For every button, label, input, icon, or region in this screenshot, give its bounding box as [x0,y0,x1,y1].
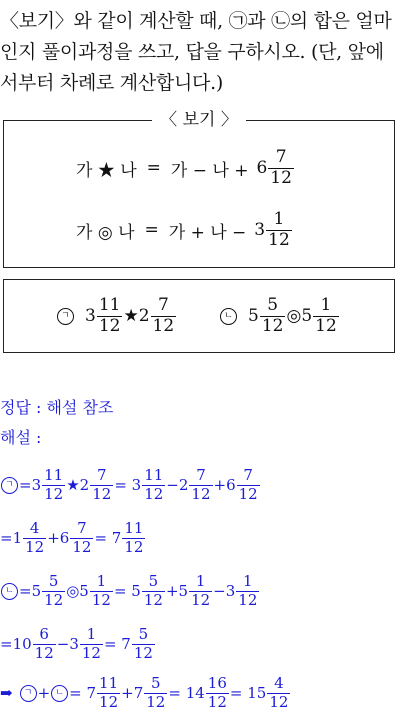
problem-a: ㄱ 3 $\frac{11}{12}$ ★ 2 $\frac{7}{12}$ [56,290,177,342]
circle-a-icon [20,685,37,702]
rule-star-eq: = [146,158,161,178]
circle-b-icon [220,308,237,325]
answer-label: 정답 : 해설 참조 [0,398,114,417]
rule-circle-eq: = [144,220,159,240]
arrow-icon: ➡ [0,684,13,702]
question-text: 〈보기〉와 같이 계산할 때, ㉠과 ㉡의 합은 얼마인지 풀이과정을 쓰고, 답을 구하시오. (단, 앞에서부터 차례로 계산합니다.) [0,10,392,94]
solution-line-5: ➡ ㄱ + ㄴ = 7 $\frac{11}{12}$ +7 $\frac{5}{12}$ = 14 $\frac{16}{12}$ = 15 $\frac{4}{12}$ [0,668,291,718]
rule-star-whole: 6 [256,158,268,178]
problem-box [3,279,395,353]
circle-b-icon [1,583,18,600]
rule-star-lhs: 가 ★ 나 [76,160,137,181]
rule-star [76,143,295,193]
circle-b-icon [51,685,68,702]
rule-circle-fraction: $\frac{1}{12}$ [268,208,290,250]
rule-circle-rhs: 가 + 나 − [168,222,247,243]
circle-a-icon [57,308,74,325]
rule-circle [76,205,293,255]
rule-star-rhs: 가 − 나 + [170,160,249,181]
circle-a-icon [1,477,18,494]
rule-circle-whole: 3 [254,220,266,240]
solution-label: 해설 : [0,428,42,447]
solution-line-3: ㄴ =5 $\frac{5}{12}$ ◎5 $\frac{1}{12}$ = 5 $\frac{5}{12}$ +5 $\frac{1}{12}$ −3 $\frac{1}{12}$ [0,566,260,616]
problem-b: ㄴ 5 $\frac{5}{12}$ ◎ 5 $\frac{1}{12}$ [219,290,340,342]
solution-line-2: =1 $\frac{4}{12}$ +6 $\frac{7}{12}$ = 7 $\frac{11}{12}$ [0,519,144,556]
rule-star-fraction: $\frac{7}{12}$ [270,146,292,188]
solution-line-4: =10 $\frac{6}{12}$ −3 $\frac{1}{12}$ = 7 $\frac{5}{12}$ [0,625,153,662]
rule-circle-lhs: 가 ◎ 나 [76,222,135,243]
example-box [3,110,395,268]
solution-line-1: ㄱ =3 $\frac{11}{12}$ ★2 $\frac{7}{12}$ = 3 $\frac{11}{12}$ −2 $\frac{7}{12}$ +6 $\frac{7}{12}$ [0,460,261,510]
example-box-title: 〈 보기 〉 [4,109,394,131]
